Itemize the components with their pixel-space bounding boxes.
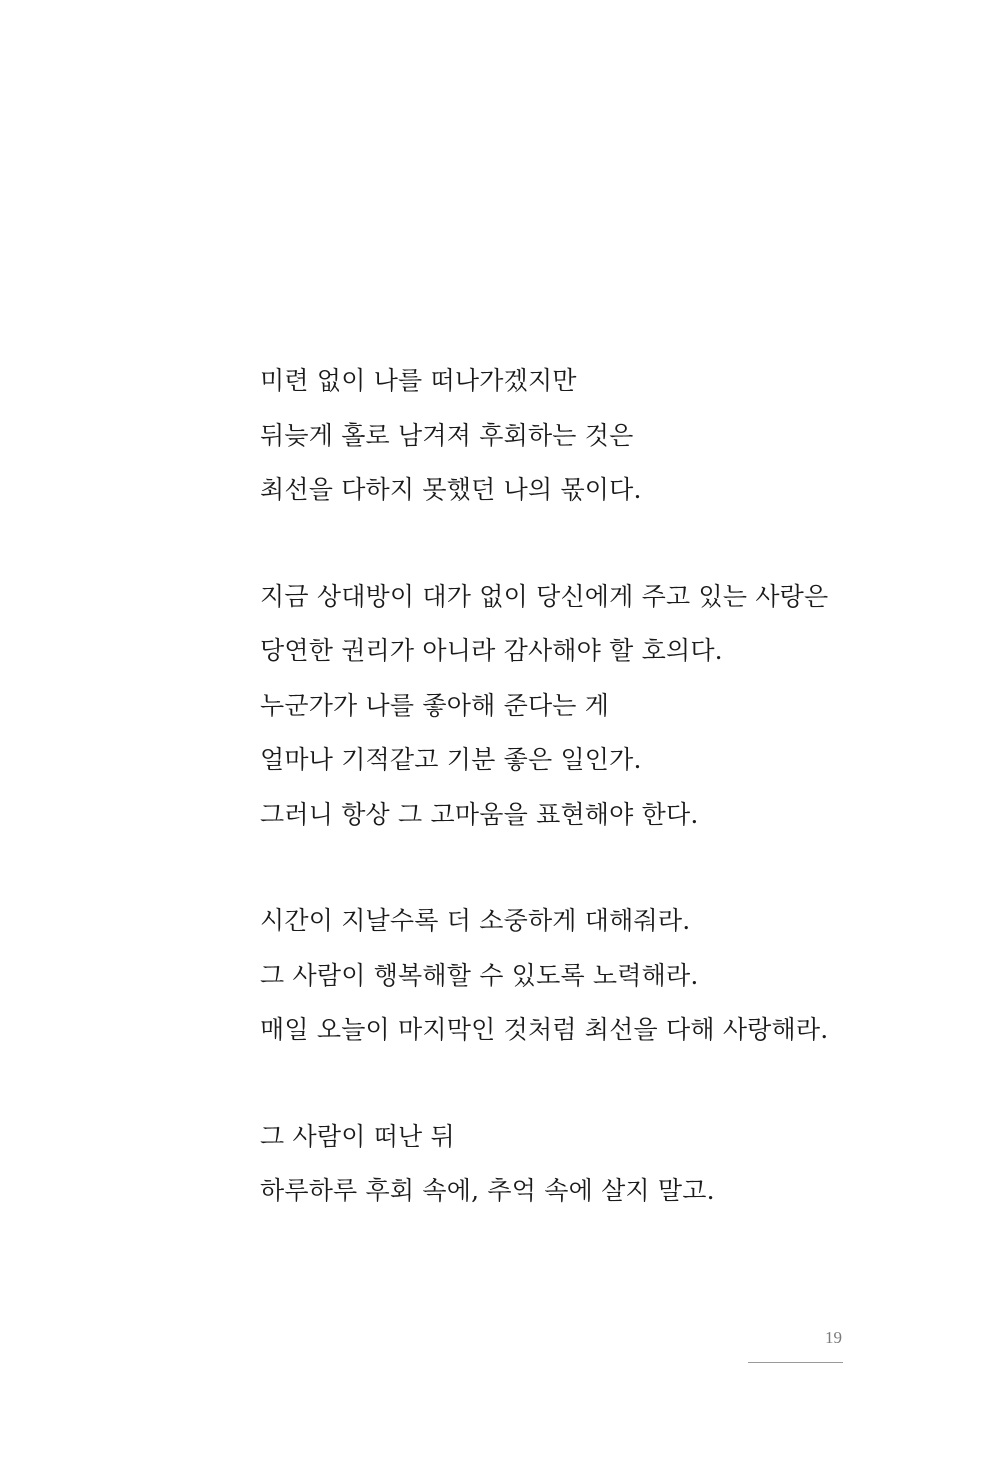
poem-line: 시간이 지날수록 더 소중하게 대해줘라.	[260, 906, 691, 935]
stanza-4	[260, 1110, 900, 1219]
poem-line: 최선을 다하지 못했던 나의 몫이다.	[260, 475, 642, 504]
poem-line: 누군가가 나를 좋아해 준다는 게	[260, 690, 610, 720]
poem-line: 그 사람이 행복해할 수 있도록 노력해라.	[260, 960, 699, 990]
poem-line: 얼마나 기적같고 기분 좋은 일인가.	[260, 745, 642, 774]
poem-line: 그 사람이 떠난 뒤	[260, 1121, 455, 1151]
poem-line: 매일 오늘이 마지막인 것처럼 최선을 다해 사랑해라.	[260, 1015, 829, 1044]
poem-line: 하루하루 후회 속에, 추억 속에 살지 말고.	[260, 1176, 715, 1205]
stanza-3	[260, 894, 900, 1058]
poem-line: 뒤늦게 홀로 남겨져 후회하는 것은	[260, 420, 634, 450]
page-number: 19	[825, 1328, 842, 1347]
stanza-1	[260, 354, 900, 518]
poem-line: 그러니 항상 그 고마움을 표현해야 한다.	[260, 799, 699, 829]
poem-line: 지금 상대방이 대가 없이 당신에게 주고 있는 사랑은	[260, 581, 829, 611]
page-number-rule	[748, 1362, 843, 1363]
poem-line: 당연한 권리가 아니라 감사해야 할 호의다.	[260, 636, 723, 665]
poem-line: 미련 없이 나를 떠나가겠지만	[260, 366, 577, 395]
poem-body	[260, 354, 900, 1219]
stanza-2	[260, 570, 900, 843]
